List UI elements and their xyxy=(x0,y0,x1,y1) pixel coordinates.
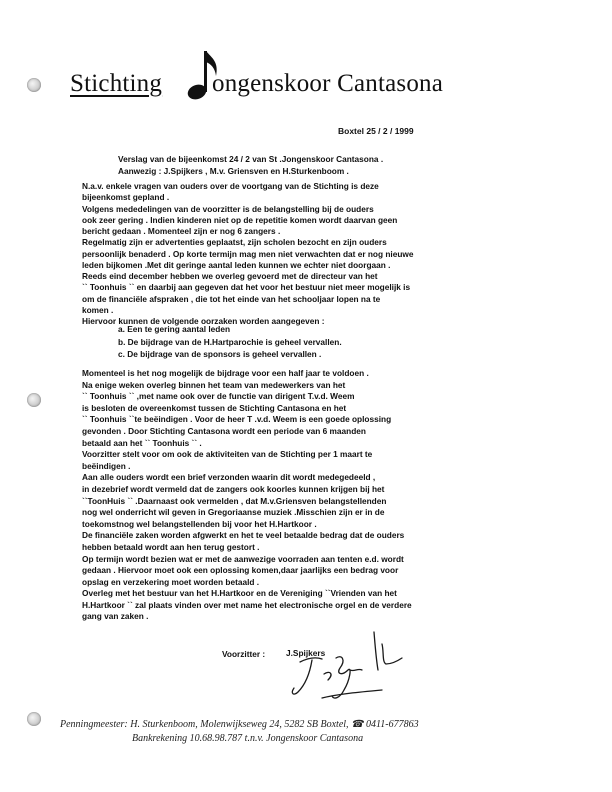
text-line: De financiële zaken worden afgwerkt en het te veel betaalde bedrag dat de ouders xyxy=(82,530,405,541)
signatory-name: J.Spijkers xyxy=(286,648,326,658)
text-line: Aan alle ouders wordt een brief verzonden waarin dit wordt medegedeeld , xyxy=(82,472,376,483)
paragraph-intro xyxy=(82,181,522,327)
punch-hole-top xyxy=(27,78,41,92)
text-line: opslag en verzekering moet worden betaald . xyxy=(82,576,260,587)
signature-label: Voorzitter : xyxy=(222,649,266,659)
letter-footer xyxy=(60,719,570,744)
text-line: in dezebrief wordt vermeld dat de zangers ook koorles kunnen krijgen bij het xyxy=(82,483,385,494)
subject-line: Verslag van de bijeenkomst 24 / 2 van St .Jongenskoor Cantasona . xyxy=(118,154,384,164)
text-line: beëindigen . xyxy=(82,460,131,471)
text-line: is besloten de overeenkomst tussen de Stichting Cantasona en het xyxy=(82,402,347,413)
letterhead-stichting: Stichting xyxy=(70,70,163,97)
text-line: toekomstnog wel belangstellenden bij voor het H.Hartkoor . xyxy=(82,518,317,529)
letter-date: Boxtel 25 / 2 / 1999 xyxy=(338,126,414,136)
list-item: c. De bijdrage van de sponsors is geheel vervallen . xyxy=(118,349,322,359)
text-line: persoonlijk benaderd . Op korte termijn mag men niet verwachten dat er nog nieuwe xyxy=(82,248,414,259)
text-line: `` Toonhuis ``te beëindigen . Voor de heer T .v.d. Weem is een goede oplossing xyxy=(82,414,392,425)
punch-hole-middle xyxy=(27,393,41,407)
text-line: hebben betaald wordt aan hen terug gestort . xyxy=(82,541,260,552)
text-line: bericht gedaan . Momenteel zijn er nog 6 zangers . xyxy=(82,226,281,236)
text-line: Regelmatig zijn er advertenties geplaatst, zijn scholen bezocht en zijn ouders xyxy=(82,237,387,248)
text-line: Overleg met het bestuur van het H.Hartkoor en de Vereniging ``Vrienden van het xyxy=(82,588,397,599)
list-item: b. De bijdrage van de H.Hartparochie is geheel vervallen. xyxy=(118,336,342,347)
handwritten-signature xyxy=(278,628,418,708)
text-line: H.Hartkoor `` zal plaats vinden over met name het electronische orgel en de verdere xyxy=(82,599,412,610)
text-line: ook zeer gering . Indien kinderen niet op de repetitie komen wordt daarvan geen xyxy=(82,214,398,225)
text-line: nog wel onderricht wil geven in Gregoriaanse muziek .Misschien zijn er in de xyxy=(82,507,385,518)
text-line: Hiervoor kunnen de volgende oorzaken worden aangegeven : xyxy=(82,316,325,326)
text-line: Op termijn wordt bezien wat er met de aanwezige voorraden aan tenten e.d. wordt xyxy=(82,553,404,564)
paragraph-decisions xyxy=(82,368,522,623)
text-line: om de financiële afspraken , die tot het einde van het schooljaar lopen na te xyxy=(82,293,381,304)
causes-list xyxy=(118,323,342,361)
list-item: a. Een te gering aantal leden xyxy=(118,324,231,334)
text-line: komen . xyxy=(82,304,114,315)
text-line: leden bijkomen .Met dit geringe aantal leden kunnen we echter niet doorgaan . xyxy=(82,259,391,270)
text-line: betaald aan het `` Toonhuis `` . xyxy=(82,437,202,448)
text-line: gang van zaken . xyxy=(82,611,149,622)
text-line: gevonden . Door Stichting Cantasona wordt een periode van 6 maanden xyxy=(82,425,366,436)
text-line: ``ToonHuis `` .Daarnaast ook vermelden , dat M.v.Griensven belangstellenden xyxy=(82,495,387,506)
text-line: Reeds eind december hebben we overleg gevoerd met de directeur van het xyxy=(82,271,378,281)
text-line: bijeenkomst gepland . xyxy=(82,192,170,203)
bank-account: Bankrekening 10.68.98.787 t.n.v. Jongenskoor Cantasona xyxy=(132,733,364,744)
text-line: N.a.v. enkele vragen van ouders over de voortgang van de Stichting is deze xyxy=(82,181,379,191)
meeting-subject xyxy=(118,153,383,177)
text-line: Na enige weken overleg binnen het team van medewerkers van het xyxy=(82,379,346,390)
letterhead xyxy=(70,66,470,102)
attendees-line: Aanwezig : J.Spijkers , M.v. Griensven en H.Sturkenboom . xyxy=(118,166,349,176)
text-line: `` Toonhuis `` ,met name ook over de functie van dirigent T.v.d. Weem xyxy=(82,391,355,402)
treasurer-address: Penningmeester: H. Sturkenboom, Molenwijkseweg 24, 5282 SB Boxtel, ☎ 0411-677863 xyxy=(60,719,419,730)
punch-hole-bottom xyxy=(27,712,41,726)
text-line: Volgens mededelingen van de voorzitter is de belangstelling bij de ouders xyxy=(82,203,374,214)
text-line: Voorzitter stelt voor om ook de aktiviteiten van de Stichting per 1 maart te xyxy=(82,449,373,460)
text-line: gedaan . Hiervoor moet ook een oplossing komen,daar jaarlijks een bedrag voor xyxy=(82,565,399,576)
letterhead-jongenskoor: ongenskoor Cantasona xyxy=(212,70,444,97)
text-line: Momenteel is het nog mogelijk de bijdrage voor een half jaar te voldoen . xyxy=(82,368,369,378)
text-line: `` Toonhuis `` en daarbij aan gegeven dat het voor het bestuur niet meer mogelijk is xyxy=(82,282,411,293)
